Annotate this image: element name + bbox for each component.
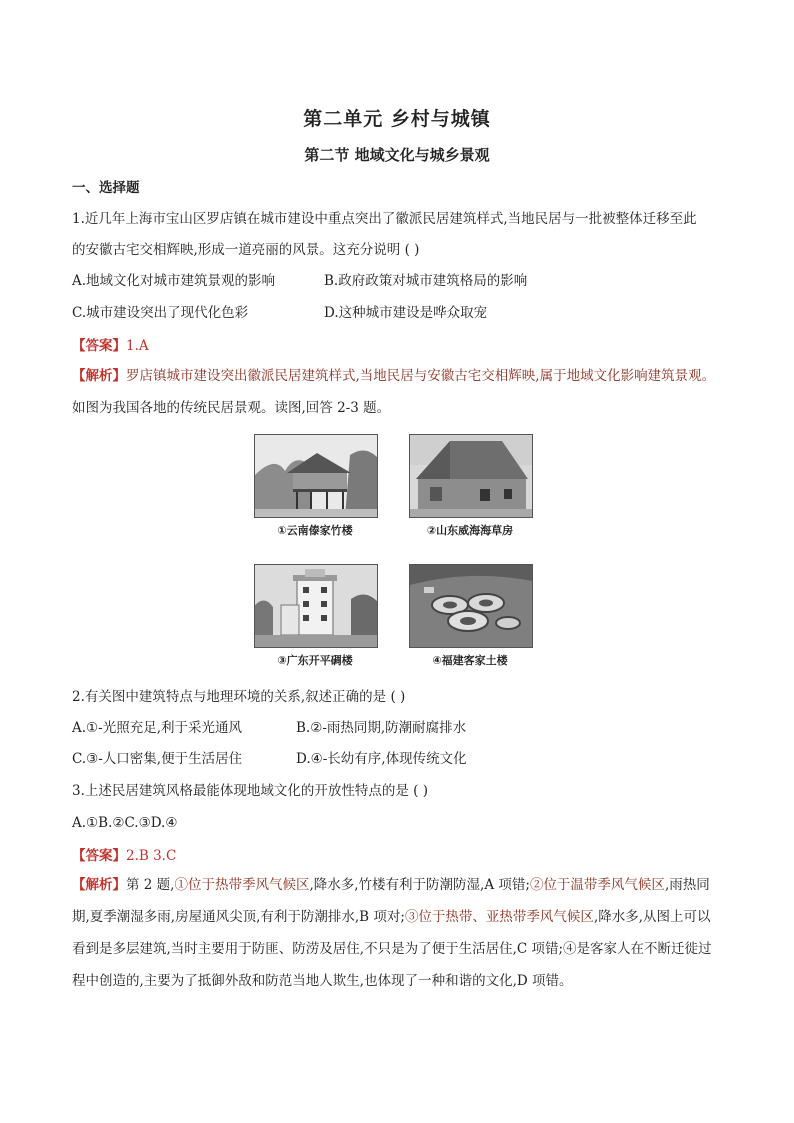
q23-explanation [72, 869, 724, 997]
explanation-part-2: ,降水多,竹楼有利于防潮防湿,A 项错; [309, 877, 530, 893]
q3-stem: 3.上述民居建筑风格最能体现地域文化的开放性特点的是 ( ) [72, 783, 428, 799]
explanation-highlight-2: ②位于温带季风气候区 [529, 877, 665, 893]
q1-answer [72, 336, 149, 356]
answer-tag: 【答案】 [72, 848, 126, 864]
photo-caption-3: ③广东开平碉楼 [277, 654, 353, 667]
figure-intro: 如图为我国各地的传统民居景观。读图,回答 2-3 题。 [72, 400, 391, 416]
photo-fujian-tulou [409, 564, 533, 648]
q1-explanation [72, 366, 715, 386]
q2-option-a: A.①-光照充足,利于采光通风 [72, 720, 242, 736]
answer-tag: 【答案】 [72, 338, 126, 354]
q23-answer [72, 846, 176, 866]
q3-options: A.①B.②C.③D.④ [72, 815, 178, 831]
answer-value: 1.A [126, 338, 149, 354]
explanation-highlight-1: ①位于热带季风气候区 [174, 877, 310, 893]
question-type-heading: 一、选择题 [72, 180, 140, 196]
q1-stem-line1: 1.近几年上海市宝山区罗店镇在城市建设中重点突出了徽派民居建筑样式,当地民居与一批被整体迁移至此 [72, 211, 697, 227]
q1-option-b: B.政府政策对城市建筑格局的影响 [324, 273, 528, 289]
q1-stem-line2: 的安徽古宅交相辉映,形成一道亮丽的风景。这充分说明 ( ) [72, 242, 420, 258]
q2-option-d: D.④-长幼有序,体现传统文化 [296, 751, 467, 767]
explanation-text: 罗店镇城市建设突出徽派民居建筑样式,当地民居与安徽古宅交相辉映,属于地域文化影响建筑景观。 [126, 368, 716, 384]
explanation-tag: 【解析】 [72, 877, 126, 893]
answer-value: 2.B 3.C [126, 848, 177, 864]
q1-option-a: A.地域文化对城市建筑景观的影响 [72, 273, 276, 289]
section-title: 第二节 地域文化与城乡景观 [304, 146, 490, 164]
explanation-part-3: ,雨热同期,夏季潮湿多雨,房屋通风尖顶,有利于防潮排水,B 项对; [72, 877, 710, 925]
photo-caption-1: ①云南傣家竹楼 [277, 524, 353, 537]
explanation-part-1: 第 2 题, [126, 877, 175, 893]
photo-guangdong-diaolou [254, 564, 378, 648]
q1-option-c: C.城市建设突出了现代化色彩 [72, 305, 249, 321]
explanation-highlight-3: ③位于热带、亚热带季风气候区 [404, 909, 594, 925]
photo-caption-4: ④福建客家土楼 [432, 654, 508, 667]
q2-option-b: B.②-雨热同期,防潮耐腐排水 [296, 720, 467, 736]
explanation-part-4: ,降水多,从图上可以看到是多层建筑,当时主要用于防匪、防涝及居住,不只是为了便于生活居住,C 项错;④是客家人在不断迁徙过程中创造的,主要为了抵御外敌和防范当地人欺生,也体现了一种和谐的文化,D 项错。 [72, 909, 712, 989]
q2-stem: 2.有关图中建筑特点与地理环境的关系,叙述正确的是 ( ) [72, 689, 406, 705]
photo-yunnan-bamboo-house [254, 434, 378, 518]
photo-shandong-seaweed-house [409, 434, 533, 518]
photo-caption-2: ②山东威海海草房 [426, 524, 514, 537]
q1-option-d: D.这种城市建设是哗众取宠 [324, 305, 488, 321]
q2-option-c: C.③-人口密集,便于生活居住 [72, 751, 243, 767]
unit-title: 第二单元 乡村与城镇 [303, 108, 491, 130]
explanation-tag: 【解析】 [72, 368, 126, 384]
